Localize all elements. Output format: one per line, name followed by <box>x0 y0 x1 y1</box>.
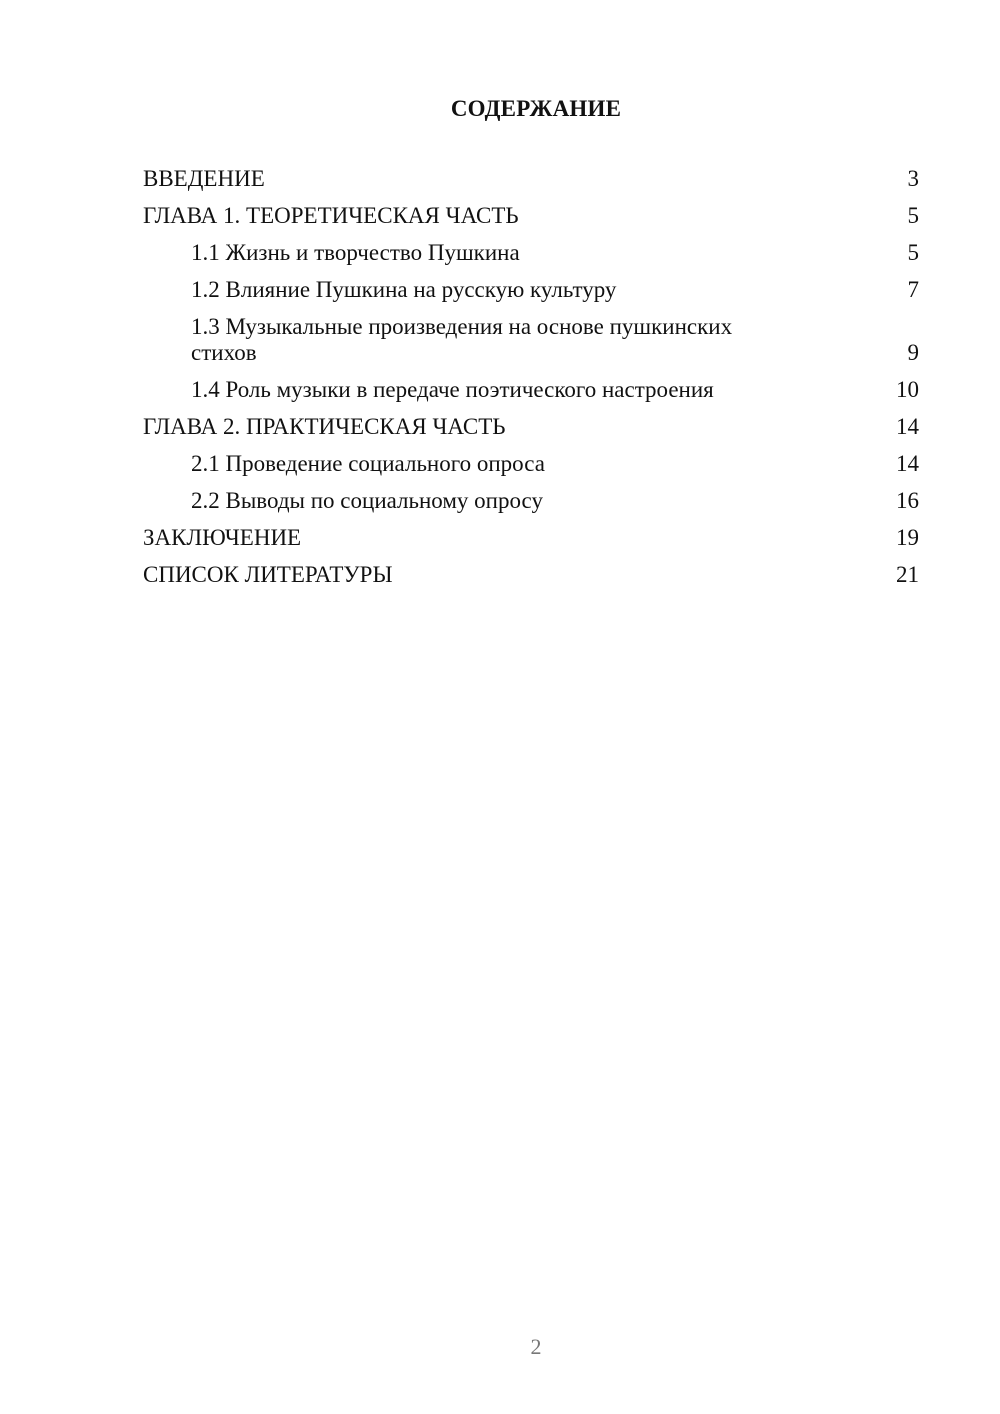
toc-item-label: 2.2 Выводы по социальному опросу <box>191 488 543 513</box>
toc-item-chapter-2[interactable] <box>143 414 919 440</box>
page-number: 2 <box>530 1334 542 1359</box>
toc-item-label: СПИСОК ЛИТЕРАТУРЫ <box>143 562 393 587</box>
toc-item-page: 21 <box>896 562 919 587</box>
toc-item-label: 1.1 Жизнь и творчество Пушкина <box>191 240 520 265</box>
toc-item-label: 1.2 Влияние Пушкина на русскую культуру <box>191 277 617 302</box>
toc-item-page: 16 <box>896 488 919 513</box>
toc-item-section-1-1[interactable] <box>143 240 919 266</box>
toc-item-chapter-1[interactable] <box>143 203 919 229</box>
toc-item-conclusion[interactable] <box>143 525 919 551</box>
toc-item-page: 7 <box>907 277 919 302</box>
toc-item-page: 5 <box>907 240 919 265</box>
page-title: СОДЕРЖАНИЕ <box>450 96 622 121</box>
toc-item-label: 2.1 Проведение социального опроса <box>191 451 545 476</box>
toc-item-page: 3 <box>907 166 919 191</box>
toc-item-label: 1.4 Роль музыки в передаче поэтического настроения <box>191 377 714 402</box>
toc-item-section-2-1[interactable] <box>143 451 919 477</box>
toc-item-introduction[interactable] <box>143 166 919 192</box>
toc-item-label: 1.3 Музыкальные произведения на основе пушкинских стихов <box>191 314 733 365</box>
toc-item-label: ГЛАВА 2. ПРАКТИЧЕСКАЯ ЧАСТЬ <box>143 414 506 439</box>
toc-item-page: 10 <box>896 377 919 402</box>
table-of-contents <box>143 166 919 599</box>
toc-item-page: 14 <box>896 414 919 439</box>
toc-item-section-1-4[interactable] <box>143 377 919 403</box>
toc-item-label: ЗАКЛЮЧЕНИЕ <box>143 525 302 550</box>
toc-item-section-1-2[interactable] <box>143 277 919 303</box>
toc-item-section-2-2[interactable] <box>143 488 919 514</box>
toc-item-label: ГЛАВА 1. ТЕОРЕТИЧЕСКАЯ ЧАСТЬ <box>143 203 519 228</box>
toc-item-page: 9 <box>907 340 919 365</box>
toc-item-page: 14 <box>896 451 919 476</box>
toc-item-label: ВВЕДЕНИЕ <box>143 166 265 191</box>
toc-item-section-1-3[interactable] <box>143 314 919 366</box>
toc-item-bibliography[interactable] <box>143 562 919 588</box>
toc-item-page: 5 <box>907 203 919 228</box>
toc-item-page: 19 <box>896 525 919 550</box>
